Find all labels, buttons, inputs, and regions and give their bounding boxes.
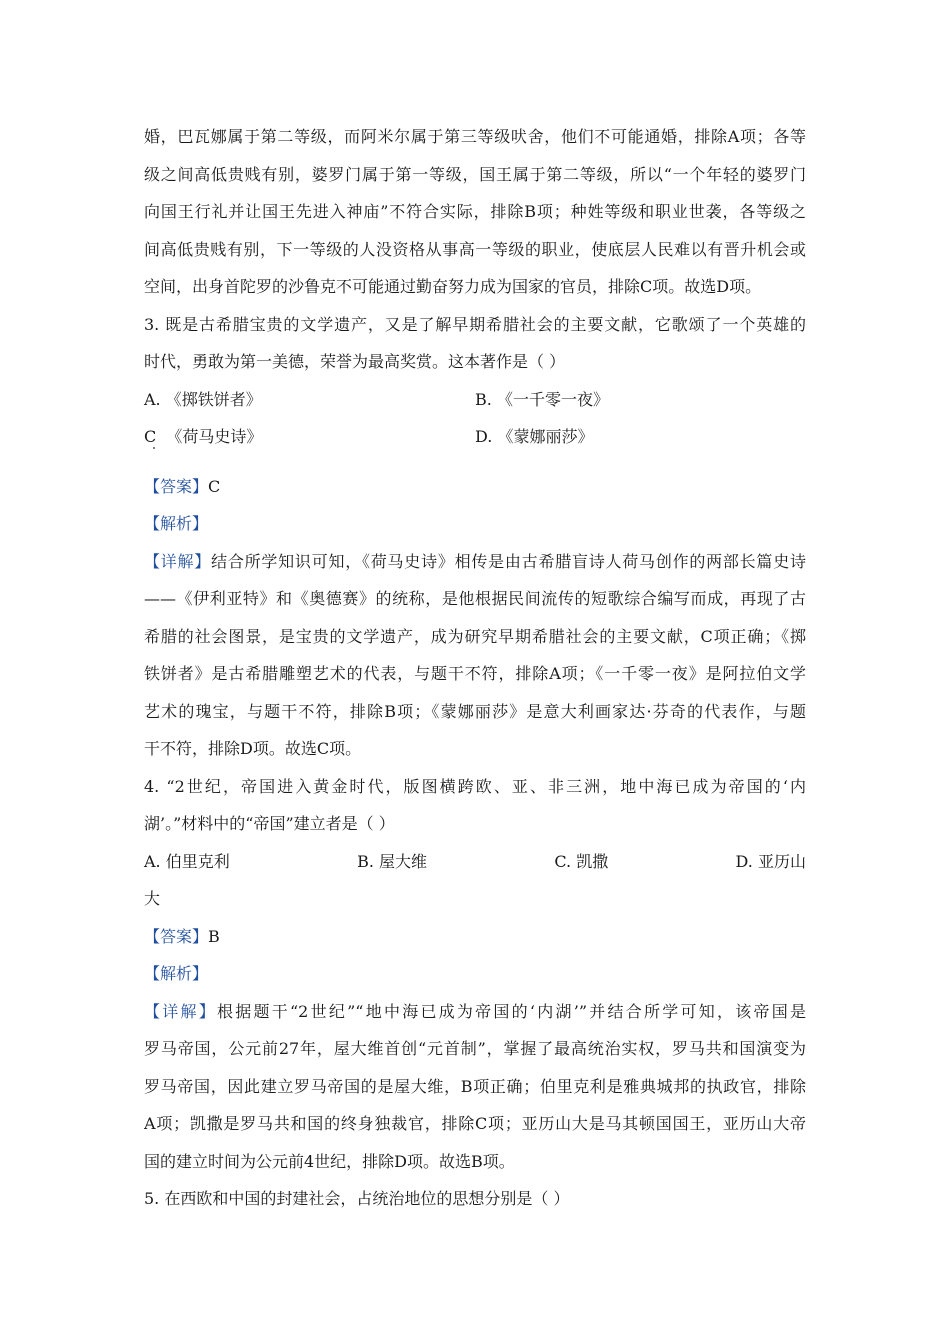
option-letter: A.: [144, 389, 161, 409]
question-stem: 4. “2世纪，帝国进入黄金时代，版图横跨欧、亚、非三洲，地中海已成为帝国的‘内: [144, 776, 806, 796]
detail-line: 铁饼者》是古希腊雕塑艺术的代表，与题干不符，排除A项；《一千零一夜》是阿拉伯文学: [144, 664, 806, 683]
text-line: 婚，巴瓦娜属于第二等级，而阿米尔属于第三等级吠舍，他们不可能通婚，排除A项；各等: [144, 127, 806, 146]
answer-value: B: [208, 926, 220, 946]
text-line: 空间，出身首陀罗的沙鲁克不可能通过勤奋努力成为国家的官员，排除C项。故选D项。: [144, 277, 762, 296]
detail-line: 干不符，排除D项。故选C项。: [144, 739, 362, 758]
detail-line: 艺术的瑰宝，与题干不符，排除B项；《蒙娜丽莎》是意大利画家达·芬奇的代表作，与题: [144, 701, 806, 721]
analysis-line: [144, 955, 806, 993]
option-text: 《荷马史诗》: [166, 427, 263, 446]
option-text: 屋大维: [379, 851, 428, 871]
analysis-label: 【解析】: [144, 964, 209, 983]
previous-explanation: [144, 118, 806, 306]
option-letter: A.: [144, 851, 161, 871]
spacer: [144, 456, 806, 468]
answer-label: 【答案】: [144, 926, 209, 946]
option-row: [144, 381, 806, 419]
question-stem: 5. 在西欧和中国的封建社会，占统治地位的思想分别是（ ）: [144, 1189, 570, 1208]
option-c: [144, 418, 475, 456]
detail-line: 罗马帝国，因此建立罗马帝国的是屋大维，B项正确；伯里克利是雅典城邦的执政官，排除: [144, 1076, 806, 1096]
option-text: 《掷铁饼者》: [165, 389, 262, 409]
answer-value: C: [208, 476, 221, 496]
detail-label: 【详解】: [144, 1001, 217, 1021]
question-stem: 3. 既是古希腊宝贵的文学遗产，又是了解早期希腊社会的主要文献，它歌颂了一个英雄的: [144, 314, 806, 334]
question-4: [144, 768, 806, 1181]
option-c: [554, 843, 608, 881]
detail-line: 国的建立时间为公元前4世纪，排除D项。故选B项。: [144, 1151, 515, 1171]
detail-line: [144, 543, 806, 581]
option-text: 《一千零一夜》: [496, 389, 609, 409]
option-overflow: 大: [144, 889, 161, 908]
document-page: [144, 118, 806, 1218]
detail-line: [144, 993, 806, 1031]
option-d: [736, 843, 806, 881]
detail-line: 希腊的社会图景，是宝贵的文学遗产，成为研究早期希腊社会的主要文献，C项正确；《掷: [144, 626, 806, 646]
option-text: 凯撒: [576, 851, 609, 871]
answer-line: [144, 918, 806, 956]
option-letter: B.: [357, 851, 374, 871]
question-stem: 时代，勇敢为第一美德，荣誉为最高奖赏。这本著作是（ ）: [144, 352, 566, 371]
option-letter: D.: [475, 427, 493, 446]
detail-text: 根据题干“2世纪”“地中海已成为帝国的‘内湖’”并结合所学可知，该帝国是: [217, 1001, 806, 1021]
detail-text: 结合所学知识可知，《荷马史诗》相传是由古希腊盲诗人荷马创作的两部长篇史诗: [211, 551, 806, 571]
option-text: 伯里克利: [165, 851, 230, 871]
option-letter: B.: [475, 389, 492, 409]
option-a: [144, 843, 230, 881]
text-line: 级之间高低贵贱有别，婆罗门属于第一等级，国王属于第二等级，所以“一个年轻的婆罗门: [144, 164, 806, 184]
option-row: [144, 843, 806, 881]
question-3: [144, 306, 806, 768]
option-letter: C.: [554, 851, 572, 871]
option-b: [357, 843, 427, 881]
option-d: [475, 418, 806, 456]
option-text: 《蒙娜丽莎》: [497, 427, 594, 446]
detail-line: ——《伊利亚特》和《奥德赛》的统称，是他根据民间流传的短歌综合编写而成，再现了古: [144, 589, 806, 608]
detail-line: A项；凯撒是罗马共和国的终身独裁官，排除C项；亚历山大是马其顿国国王，亚历山大帝: [144, 1114, 806, 1133]
stray-dot: [153, 447, 155, 449]
text-line: 向国王行礼并让国王先进入神庙”不符合实际，排除B项；种姓等级和职业世袭，各等级之: [144, 202, 806, 221]
option-row: [144, 418, 806, 456]
answer-label: 【答案】: [144, 476, 209, 496]
detail-label: 【详解】: [144, 551, 212, 571]
answer-line: [144, 468, 806, 506]
option-letter: C: [144, 427, 157, 446]
analysis-line: [144, 505, 806, 543]
analysis-label: 【解析】: [144, 514, 209, 533]
text-line: 间高低贵贱有别，下一等级的人没资格从事高一等级的职业，使底层人民难以有晋升机会或: [144, 239, 806, 259]
question-5: [144, 1180, 806, 1218]
question-stem: 湖’。”材料中的“帝国”建立者是（ ）: [144, 814, 395, 833]
option-a: [144, 381, 475, 419]
detail-line: 罗马帝国，公元前27年，屋大维首创“元首制”，掌握了最高统治实权，罗马共和国演变为: [144, 1039, 806, 1058]
option-letter: D.: [735, 851, 753, 871]
option-text: 亚历山: [757, 851, 806, 871]
option-b: [475, 381, 806, 419]
